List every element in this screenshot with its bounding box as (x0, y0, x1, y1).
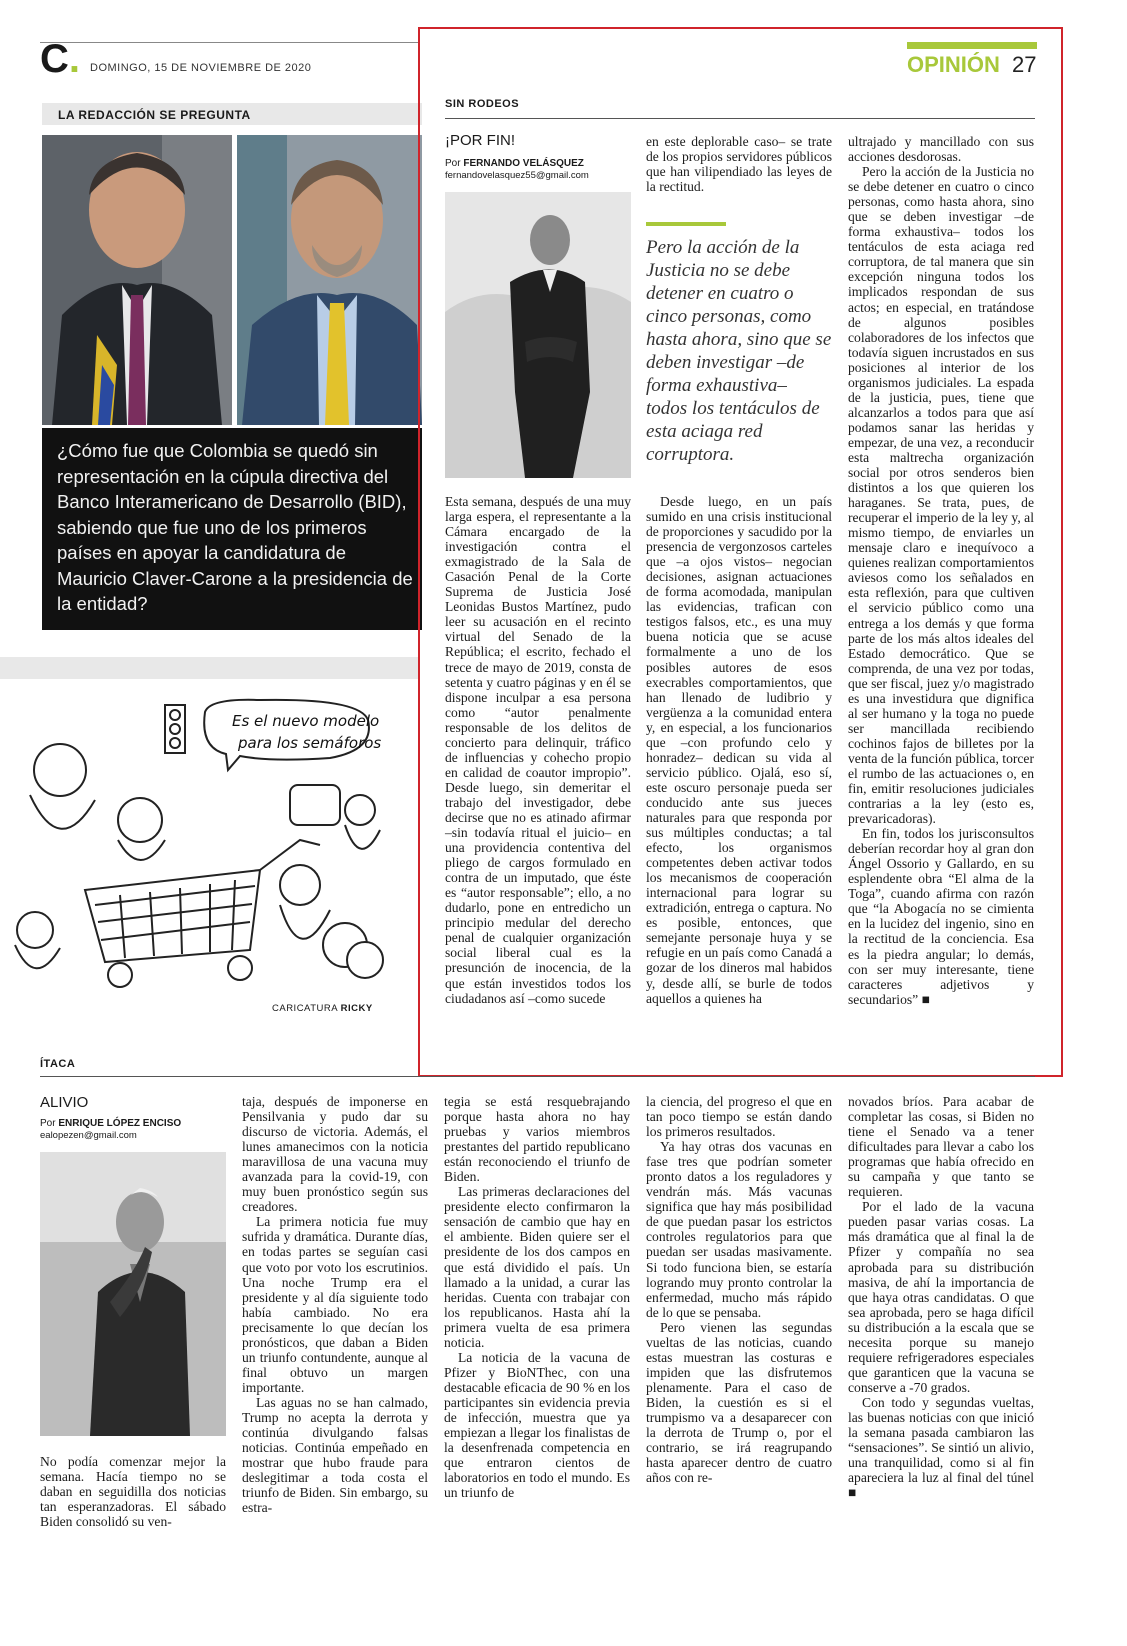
pull-quote: Pero la acción de la Justicia no se debe detener en cuatro o cinco personas, como hasta ahora, sino que se deben investigar –de forma exhaustiva– todos los tentáculos de esta aciaga red corruptora. (646, 237, 832, 465)
byline-author: FERNANDO VELÁSQUEZ (463, 158, 584, 169)
logo-letter: C (40, 37, 69, 81)
section-title: OPINIÓN (907, 52, 1000, 77)
article-paragraph: Con todo y segundas vueltas, las buenas noticias con que inició la semana pasada cambiaron las “sensaciones”. Se sintió un alivio, una tranquilidad, como si al fin apareciera la luz al final del túnel ■ (848, 1394, 1034, 1501)
logo-dot-icon: . (68, 37, 81, 81)
article-byline (445, 158, 584, 169)
portrait-illustration (445, 192, 631, 478)
newspaper-logo (40, 37, 81, 81)
article-paragraph: Por el lado de la vacuna pueden pasar varias cosas. La más dramática que al final la de Pfizer y compañía no sea aprobada para su distribución masiva, de ahí la importancia de que haya otras candidatas. O que sea aprobada, pero se haga difícil su distribución a la escala que se necesita porque su manejo requiere refrigeradores especiales que garanticen que la vacuna se conserve a -70 grados. (848, 1199, 1034, 1395)
photo-fernando-velasquez (445, 192, 631, 478)
pull-quote-accent (646, 222, 726, 226)
article-paragraph: En fin, todos los jurisconsultos deberían recordar hoy al gran don Ángel Ossorio y Gallardo, en su esplendente obra “El alma de la Toga”, cuando afirma con razón que “la Abogacía no se cimienta en la lucidez del ingenio, sino en la rectitud de la conciencia. Esa es la piedra angular; lo demás, con ser muy interesante, tiene caracteres adjetivos y secundarios” ■ (848, 826, 1034, 1007)
article-paragraph: la ciencia, del progreso el que en tan poco tiempo se están dando los primeros resultados. (646, 1094, 832, 1140)
portrait-illustration (237, 135, 422, 425)
article-paragraph: novados bríos. Para acabar de completar las cosas, si Biden no tiene el Senado va a tener dificultades para llevar a cabo los programas que había ofrecido en su campaña y que tanto se requieren. (848, 1094, 1034, 1200)
header-rule (40, 42, 420, 43)
column-kicker: ÍTACA (40, 1058, 76, 1070)
redaccion-title: LA REDACCIÓN SE PREGUNTA (58, 108, 251, 122)
article-column-4 (646, 1094, 832, 1485)
article-column-1 (445, 494, 631, 1006)
article-headline: ALIVIO (40, 1094, 89, 1111)
article-paragraph: La primera noticia fue muy sufrida y dramática. Durante días, en todas partes se seguían casi que voto por voto los escrutinios. Una noche Trump era el presidente y al día siguiente todo había cambiado. No era precisamente lo que decían los pronósticos, que daban a Biden un triunfo contundente, aunque al final obtuvo un margen importante. (242, 1214, 428, 1395)
article-paragraph: No podía comenzar mejor la semana. Hacía tiempo no se daban en seguidilla dos noticias tan esperanzadoras. El sábado Biden consolidó su ven- (40, 1454, 226, 1530)
article-byline (40, 1118, 181, 1129)
article-paragraph: tegia se está resquebrajando porque hasta ahora no hay pruebas y varios miembros prestantes del partido republicano están reconociendo el triunfo de Biden. (444, 1094, 630, 1185)
article-headline: ¡POR FIN! (445, 132, 515, 149)
photo-mauricio-claver-carone (237, 135, 422, 425)
article-paragraph: Pero vienen las segundas vueltas de las noticias, cuando estas muestran las costuras e impiden que las disfrutemos plenamente. Para el caso de Biden, la cuestión es si el trumpismo va a desaparecer con la derrota de Trump o, por el contrario, se irá reagrupando hasta aparecer dentro de cuatro años con re- (646, 1319, 832, 1486)
article-column-2 (242, 1094, 428, 1515)
cartoon-credit (272, 1003, 373, 1014)
cartoon-drawing (0, 690, 420, 1010)
editorial-cartoon (0, 690, 420, 1020)
redaccion-question: ¿Cómo fue que Colombia se quedó sin representación en la cúpula directiva del Banco Interamericano de Desarrollo (BID), sabiendo que fue uno de los primeros países en apoyar la candidatura de Mauricio Claver-Carone a la presidencia de la entidad? (57, 440, 413, 614)
article-paragraph: Esta semana, después de una muy larga espera, el representante a la Cámara encargado de la investigación contra el exmagistrado de la Sala de Casación Penal de la Corte Suprema de Justicia José Leonidas Bustos Martínez, pudo leer su acusación en el recinto virtual del Senado de la República; el escrito, fechado el trece de mayo de 2019, consta de setenta y cuatro páginas y en él se dispone inculpar a esa persona como “autor penalmente responsable de los delitos de concierto para delinquir, tráfico de influencias y cohecho propio en calidad de coautor impropio”. Desde luego, sin demeritar el trabajo del investigador, debe decirse que no es atinado afirmar –sin todavía ritual el juicio– en una providencia contentiva del pliego de cargos formulado en contra de un imputado, que éste es “autor responsable”; ello, a no dudarlo, pone en entredicho un principio medular del derecho penal de cualquier organización social liberal cual es la presunción de inocencia, de la que están investidos todos los ciudadanos así –como sucede (445, 494, 631, 1006)
photo-enrique-lopez-enciso (40, 1152, 226, 1436)
byline-prefix: Por (445, 158, 464, 169)
column-rule (40, 1076, 1035, 1077)
cartoon-speech-line-1: Es el nuevo modelo (232, 712, 380, 730)
author-email: fernandovelasquez55@gmail.com (445, 170, 589, 181)
page-number: 27 (1012, 52, 1037, 77)
article-paragraph: ultrajado y mancillado con sus acciones desdorosas. (848, 134, 1034, 165)
article-column-3 (444, 1094, 630, 1500)
article-column-1 (40, 1454, 226, 1529)
article-paragraph: Pero la acción de la Justicia no se debe detener en cuatro o cinco personas, como hasta ahora, sino que se deben investigar –de forma exhaustiva– todos los tentáculos de esta aciaga red corruptora, de tal manera que sin excepción ninguna todos los implicados respondan de sus actos; en especial, en tratándose de algunos posibles colaboradores de los infectos que todavía siguen incrustados en sus posiciones al interior de los organismos judiciales. La espada de la justicia, pues, tiene que alcanzarlos a todos para que así podamos sanar las heridas y empezar, de una vez, a reconducir esta maltrecha organización social por otros senderos bien distintos a los que quieren los haraganes. Se trata, pues, de recuperar el imperio de la ley y, al mismo tiempo, de enviarles un mensaje claro e inequívoco a quienes realizan comportamientos aviesos como los señalados en esta reflexión, para que cultiven el servicio público como una entrega a los demás y que forma parte de los más altos ideales del Estado democrático. Que se comprenda, de una vez por todas, que ser fiscal, juez y/o magistrado es una investidura que dignifica al ser humano y la toga no puede ser mancillada recibiendo cochinos fajos de billetes por la venta de la función pública, torcer el rumbo de las actuaciones o, en fin, emitir resoluciones judiciales contrarias a la ley (esto es, prevaricadoras). (848, 164, 1034, 827)
article-paragraph: Desde luego, en un país sumido en una crisis institucional de proporciones y sacudido por la presencia de vergonzosos carteles que –a ojos vistos– negocian decisiones, asignan actuaciones de forma acomodada, manipulan las evidencias, trafican con testigos falsos, etc., es una muy buena noticia que se acuse formalmente a uno de los posibles autores de esos execrables comportamientos, que han llenado de ludibrio y vergüenza a la comunidad entera y, en especial, a los funcionarios que –con profundo celo y honradez– dedican su vida al servicio público. Ojalá, eso sí, este oscuro personaje pueda ser conducido ante sus jueces naturales para que responda por sus múltiples conductas; a tal efecto, los organismos competentes deben activar todos los mecanismos de cooperación internacional para lograr su extradición, entrega o captura. No es posible, entonces, que semejante personaje huya y se refugie en un país como Canadá a gozar de los dineros mal habidos y, desde allí, se burle de todos aquellos a quienes ha (646, 494, 832, 1006)
byline-author: ENRIQUE LÓPEZ ENCISO (58, 1118, 182, 1129)
article-paragraph: en este deplorable caso– se trate de los propios servidores públicos que han vilipendiado las leyes de la rectitud. (646, 134, 832, 195)
article-column-5 (848, 1094, 1034, 1500)
cartoon-credit-name: RICKY (340, 1003, 373, 1014)
article-paragraph: Ya hay otras dos vacunas en fase tres que podrían someter pronto datos a los reguladores y vendrán más. Más vacunas significa que hay más posibilidad de que puedan pasar los estrictos controles regulatorios para que puedan ser usadas masivamente. Si todo funciona bien, se estaría logrando muy pronto controlar la enfermedad, mucho más rápido de lo que se pensaba. (646, 1139, 832, 1320)
column-rule (445, 118, 1035, 119)
photo-ivan-duque (42, 135, 232, 425)
cartoon-credit-prefix: CARICATURA (272, 1003, 341, 1014)
author-email: ealopezen@gmail.com (40, 1130, 137, 1141)
portrait-illustration (42, 135, 232, 425)
byline-prefix: Por (40, 1118, 59, 1129)
cartoon-speech-line-2: para los semáforos (238, 734, 382, 752)
article-paragraph: Las primeras declaraciones del presidente electo confirmaron la sensación de cambio que hay en el ambiente. Biden quiere ser el presidente de los dos campos en que está dividido el país. Un llamado a la unidad, a curar las heridas. Cuenta con trabajar con los republicanos. Hasta ahí la primera vuelta de esa primera noticia. (444, 1184, 630, 1350)
article-column-3 (848, 134, 1034, 1007)
issue-date: DOMINGO, 15 DE NOVIEMBRE DE 2020 (90, 62, 312, 74)
article-column-2-top (646, 134, 832, 194)
portrait-illustration (40, 1152, 226, 1436)
article-paragraph: La noticia de la vacuna de Pfizer y BioNThec, con una destacable eficacia de 90 % en los participantes sin evidencia previa de infección, muestra que ya empiezan a llegar los finalistas de la desenfrenada competencia en que entraron cientos de laboratorios en todo el mundo. Es un triunfo de (444, 1349, 630, 1501)
article-column-2 (646, 494, 832, 1006)
separator-band (0, 657, 420, 679)
article-paragraph: Las aguas no se han calmado, Trump no acepta la derrota y continúa divulgando falsas noticias. Continúa empeñado en mostrar que hubo fraude para deslegitimar a toda costa el triunfo de Biden. Sin embargo, su estra- (242, 1394, 428, 1516)
article-paragraph: taja, después de imponerse en Pensilvania y pudo dar su discurso de victoria. Además, el lunes amanecimos con la noticia maravillosa de una vacuna muy avanzada para la covid-19, con muy buen pronóstico según sus creadores. (242, 1094, 428, 1215)
column-kicker: SIN RODEOS (445, 98, 520, 110)
